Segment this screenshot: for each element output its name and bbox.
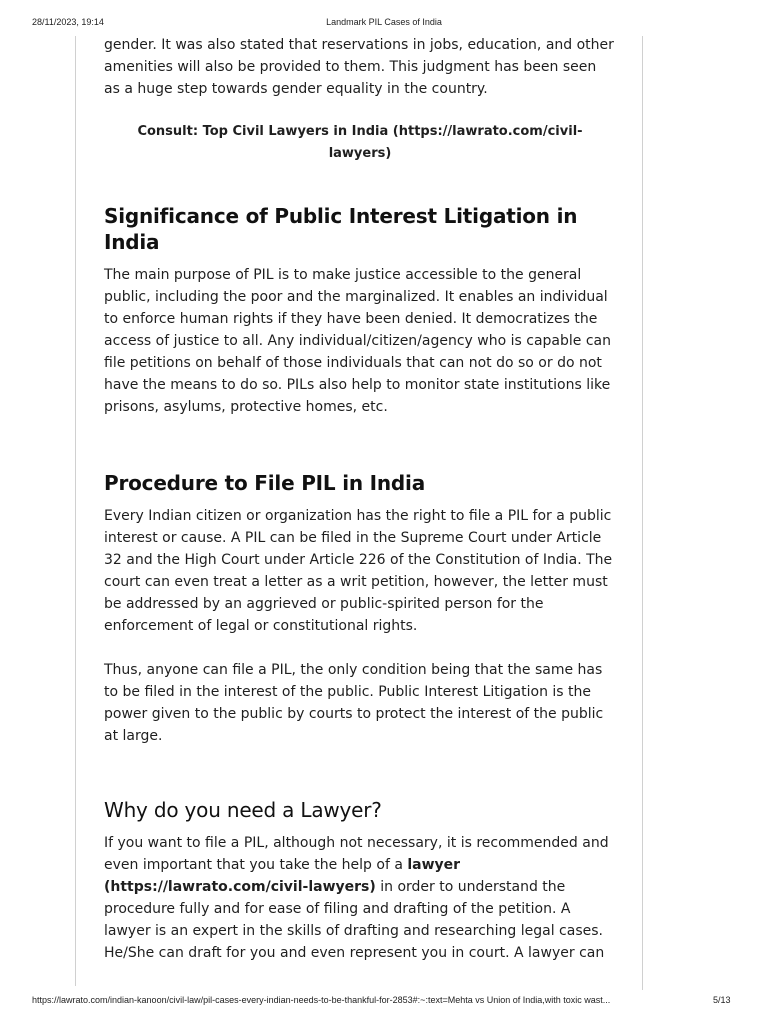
print-header: [0, 17, 768, 31]
print-footer: [0, 995, 768, 1009]
intro-paragraph: gender. It was also stated that reservations in jobs, education, and other amenities will also be provided to them. This judgment has been seen as a huge step towards gender equality in the country.: [104, 37, 614, 97]
lawyer-paragraph: [104, 832, 616, 964]
significance-paragraph: The main purpose of PIL is to make justice accessible to the general public, including the poor and the marginalized. It enables an individual to enforce human rights if they have been denied. It democratizes the access of justice to all. Any individual/citizen/agency who is capable can file petitions on behalf of those individuals that can not do so or do not have the means to do so. PILs also help to monitor state institutions like prisons, asylums, protective homes, etc.: [104, 267, 611, 415]
paragraph-spacer: [104, 637, 616, 659]
procedure-paragraph-1: Every Indian citizen or organization has the right to file a PIL for a public interest or cause. A PIL can be filed in the Supreme Court under Article 32 and the High Court under Article 226 of the Constitution of India. The court can even treat a letter as a writ petition, however, the letter must be addressed by an aggrieved or public-spirited person for the enforcement of legal or constitutional rights.: [104, 508, 613, 634]
print-page-title: Landmark PIL Cases of India: [326, 17, 442, 27]
print-datetime: 28/11/2023, 19:14: [32, 17, 104, 27]
procedure-paragraph-2: Thus, anyone can file a PIL, the only condition being that the same has to be filed in the interest of the public. Public Interest Litigation is the power given to the public by courts to protect the interest of the public at large.: [104, 662, 604, 744]
lawyer-text-before-link: If you want to file a PIL, although not necessary, it is recommended and even important that you take the help of a: [104, 835, 609, 873]
print-footer-url: https://lawrato.com/indian-kanoon/civil-law/pil-cases-every-indian-needs-to-be-thankful-for-2853#:~:text=Mehta vs Union of India,with toxic wast...: [32, 995, 611, 1005]
content-right-border: [642, 36, 643, 990]
procedure-heading: Procedure to File PIL in India: [104, 471, 426, 495]
consult-lawyers-link[interactable]: Consult: Top Civil Lawyers in India (https://lawrato.com/civil-lawyers): [137, 124, 583, 161]
lawyer-text-after-link: in order to understand the procedure fully and for ease of filing and drafting of the petition. A lawyer is an expert in the skills of drafting and researching legal cases. He/She can draft for you and even represent you in court. A lawyer can: [104, 879, 605, 961]
article-body: [104, 34, 616, 964]
lawyer-heading: Why do you need a Lawyer?: [104, 798, 382, 822]
significance-heading: Significance of Public Interest Litigation in India: [104, 204, 578, 254]
lawyer-link[interactable]: lawyer (https://lawrato.com/civil-lawyers): [104, 857, 461, 895]
print-page-number: 5/13: [713, 995, 731, 1005]
content-left-border: [75, 36, 76, 986]
